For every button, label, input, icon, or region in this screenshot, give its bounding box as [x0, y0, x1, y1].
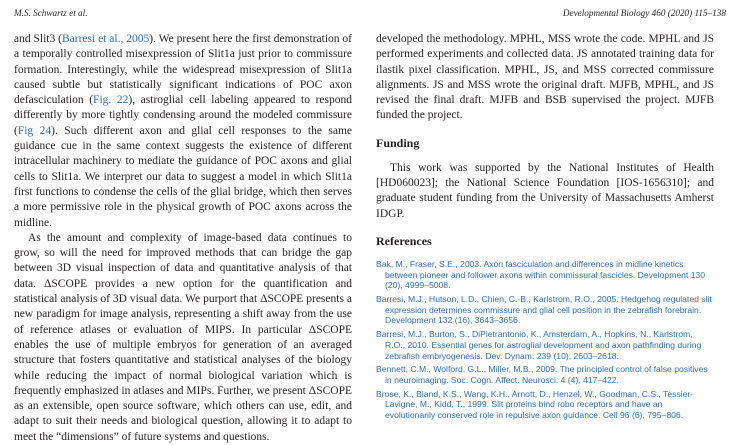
funding-heading: Funding: [376, 135, 420, 150]
right-column: [376, 32, 714, 424]
text-segment: ). We present here the first demonstration of a temporally controlled misexpression of Slit1a just prior to commissure formation. Interestingly, while the widespread misexpression of Slit1a caused subtle but statistically significant indications of POC axon defasciculation (: [14, 33, 353, 107]
reference-item[interactable]: Bennett, C.M., Wolford, G.L., Miller, M.B., 2009. The principled control of false positives in neuroimaging. Soc. Cogn. Affect. Neurosci. 4 (4), 417–422.: [376, 364, 708, 385]
citation-link-barresi-2005[interactable]: Barresi et al., 2005: [61, 33, 150, 45]
figure-link-fig-22[interactable]: Fig. 22: [93, 94, 129, 107]
header-authors: M.S. Schwartz et al.: [14, 8, 88, 18]
text-segment: ). Such different axon and glial cell responses to the same guidance cue in the same context suggests the existence of different intracellular machinery to mediate the guidance of POC axons and glial cells to Slit1a. We interpret our data to suggest a model in which Slit1a first functions to condense the cells of the glial bridge, which then serves a more permissive role in the physical growth of POC axons across the midline.: [14, 124, 353, 229]
text-segment: and Slit3 (: [14, 33, 62, 45]
text-segment: ), astroglial cell labeling appeared to respond differently by more tightly condensing around the modeled commissure (: [14, 94, 352, 137]
header-journal: Developmental Biology 460 (2020) 115–138: [562, 8, 726, 18]
reference-item[interactable]: Barresi, M.J., Burton, S., DiPietrantonio, K., Amsterdam, A., Hopkins, N., Karlstrom, R.O., 2010. Essential genes for astroglial development and axon pathfinding during zebrafish embryogenesis. Dev. Dynam. 239 (10), 2603–2618.: [376, 329, 702, 361]
running-header: [14, 8, 726, 22]
figure-link-fig-24[interactable]: Fig 24: [17, 124, 52, 137]
reference-list: [376, 259, 714, 421]
discussion-paragraph-1: [14, 32, 352, 231]
reference-item[interactable]: Bak, M., Fraser, S.E., 2003. Axon fasciculation and differences in midline kinetics between pioneer and follower axons within commissural fascicles. Development 130 (20), 4999–5008.: [376, 258, 706, 291]
discussion-paragraph-2: As the amount and complexity of image-based data continues to grow, so will the need for improved methods that can bridge the gap between 3D visual inspection of data and quantitative analysis of that data. ΔSCOPE provides a new option for the quantification and statistical analysis of 3D visual data. We purport that ΔSCOPE presents a new paradigm for image analysis, representing a shift away from the use of reference atlases or evaluation of MIPS. In particular ΔSCOPE enables the use of multiple embryos for generation of an averaged structure that fosters quantitative and statistical analyses of the biology while reducing the impact of normal biological variation which is frequently emphasized in atlases and MIPs. Further, we present ΔSCOPE as an extensible, open source software, which others can use, edit, and adapt to suit their needs and biological question, allowing it to adapt to meet the “dimensions” of future systems and questions.: [14, 231, 352, 443]
left-column: [14, 32, 352, 445]
references-heading: References: [376, 233, 432, 248]
reference-item[interactable]: Barresi, M.J., Hutson, L.D., Chien, C.-B., Karlstrom, R.O., 2005. Hedgehog regulated slit expression determines commissure and glial cell position in the zebrafish forebrain. Development 132 (16), 3643–3656.: [376, 294, 712, 326]
author-contributions-paragraph: developed the methodology. MPHL, MSS wrote the code. MPHL and JS performed experiments and collected data. JS annotated training data for ilastik pixel classification. MPHL, JS, and MSS corrected commissure alignments. JS and MSS wrote the original draft. MJFB, MPHL, and JS revised the final draft. MJFB and BSB supervised the project. MJFB funded the project.: [376, 33, 714, 122]
funding-paragraph: This work was supported by the National Institutes of Health [HD060023]; the National Science Foundation [IOS-1656310]; and graduate student funding from the University of Massachusetts Amherst IDGP.: [376, 161, 714, 220]
reference-item[interactable]: Brose, K., Bland, K.S., Wang, K.H., Arnott, D., Henzel, W., Goodman, C.S., Tessier-Lavigne, M., Kidd, T., 1999. Slit proteins bind robo receptors and have an evolutionarily conserved role in repulsive axon guidance. Cell 96 (6), 795–806.: [376, 388, 694, 421]
